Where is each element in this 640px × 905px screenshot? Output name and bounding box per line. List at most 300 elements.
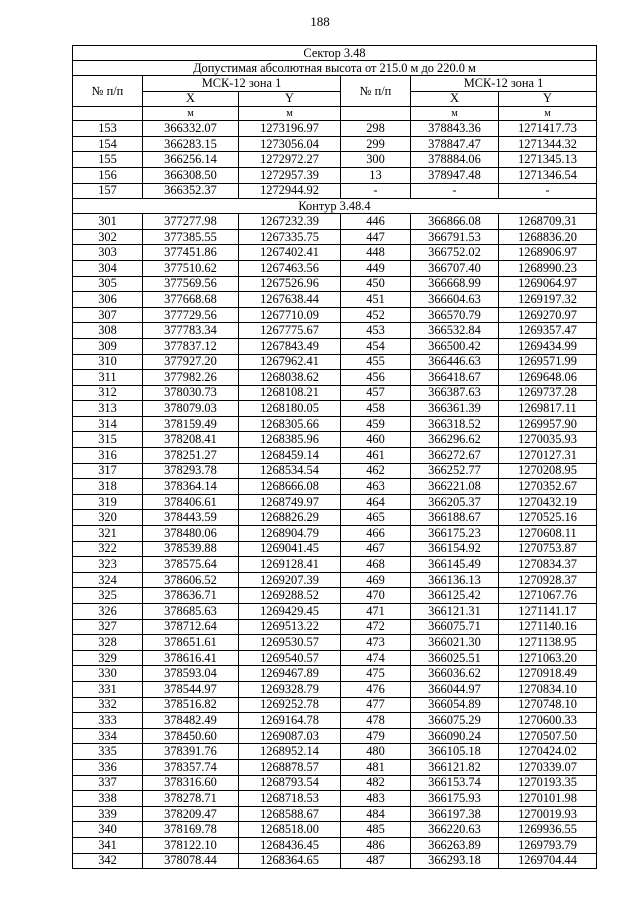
- table-cell: 310: [73, 354, 143, 370]
- table-cell: 157: [73, 183, 143, 199]
- table-cell: 335: [73, 744, 143, 760]
- table-cell: 465: [341, 510, 411, 526]
- header-num-right: № п/п: [341, 76, 411, 107]
- table-cell: 312: [73, 385, 143, 401]
- table-cell: 378651.61: [143, 635, 239, 651]
- table-cell: 334: [73, 728, 143, 744]
- header-system-left: МСК-12 зона 1: [143, 76, 341, 92]
- table-cell: 378159.49: [143, 416, 239, 432]
- table-cell: 321: [73, 526, 143, 542]
- table-cell: 457: [341, 385, 411, 401]
- header-y-right: Y: [499, 91, 597, 107]
- header-num-left: № п/п: [73, 76, 143, 107]
- table-cell: 1269957.90: [499, 416, 597, 432]
- table-cell: 1269207.39: [239, 572, 341, 588]
- table-cell: 469: [341, 572, 411, 588]
- table-cell: 1272957.39: [239, 167, 341, 183]
- table-cell: 1269467.89: [239, 666, 341, 682]
- unit-x-right: м: [411, 107, 499, 121]
- table-cell: 378947.48: [411, 167, 499, 183]
- table-cell: 482: [341, 775, 411, 791]
- table-cell: 1268364.65: [239, 853, 341, 869]
- table-cell: 1272944.92: [239, 183, 341, 199]
- table-cell: 377729.56: [143, 307, 239, 323]
- table-cell: 337: [73, 775, 143, 791]
- table-cell: 1269288.52: [239, 588, 341, 604]
- header-y-left: Y: [239, 91, 341, 107]
- table-cell: 455: [341, 354, 411, 370]
- table-cell: 378616.41: [143, 650, 239, 666]
- table-cell: 366283.15: [143, 136, 239, 152]
- table-cell: 378847.47: [411, 136, 499, 152]
- table-cell: 1270127.31: [499, 448, 597, 464]
- table-cell: 1270928.37: [499, 572, 597, 588]
- table-cell: 366604.63: [411, 292, 499, 308]
- table-row: [73, 775, 597, 791]
- table-cell: 366205.37: [411, 494, 499, 510]
- table-cell: 1268878.57: [239, 759, 341, 775]
- table-cell: 1268666.08: [239, 479, 341, 495]
- table-row: [73, 572, 597, 588]
- table-row: [73, 853, 597, 869]
- table-cell: 378391.76: [143, 744, 239, 760]
- table-cell: 378685.63: [143, 604, 239, 620]
- table-cell: 366090.24: [411, 728, 499, 744]
- table-cell: 366272.67: [411, 448, 499, 464]
- table-cell: 459: [341, 416, 411, 432]
- table-cell: 477: [341, 697, 411, 713]
- table-cell: 1268588.67: [239, 806, 341, 822]
- table-cell: 366175.23: [411, 526, 499, 542]
- table-cell: 299: [341, 136, 411, 152]
- contour-title: Контур 3.48.4: [73, 199, 597, 214]
- header-system-right: МСК-12 зона 1: [411, 76, 597, 92]
- table-row: [73, 526, 597, 542]
- table-cell: 458: [341, 401, 411, 417]
- header-x-right: X: [411, 91, 499, 107]
- table-row: [73, 245, 597, 261]
- table-cell: 305: [73, 276, 143, 292]
- table-cell: 316: [73, 448, 143, 464]
- table-cell: 1269041.45: [239, 541, 341, 557]
- table-cell: 378516.82: [143, 697, 239, 713]
- table-cell: 336: [73, 759, 143, 775]
- table-cell: 1271063.20: [499, 650, 597, 666]
- table-row: [73, 121, 597, 137]
- table-cell: 478: [341, 713, 411, 729]
- table-cell: 366668.99: [411, 276, 499, 292]
- table-cell: 366075.29: [411, 713, 499, 729]
- table-cell: 378593.04: [143, 666, 239, 682]
- table-cell: 314: [73, 416, 143, 432]
- table-cell: 1270352.67: [499, 479, 597, 495]
- table-row: [73, 370, 597, 386]
- table-cell: 1269540.57: [239, 650, 341, 666]
- table-cell: 320: [73, 510, 143, 526]
- table-cell: 1270748.10: [499, 697, 597, 713]
- table-cell: 378079.03: [143, 401, 239, 417]
- table-cell: 1271140.16: [499, 619, 597, 635]
- table-cell: 377569.56: [143, 276, 239, 292]
- table-cell: 1267526.96: [239, 276, 341, 292]
- table-cell: 341: [73, 837, 143, 853]
- table-cell: 1268906.97: [499, 245, 597, 261]
- table-row: [73, 385, 597, 401]
- table-cell: 460: [341, 432, 411, 448]
- table-row: [73, 604, 597, 620]
- table-cell: 366707.40: [411, 260, 499, 276]
- table-cell: 1270208.95: [499, 463, 597, 479]
- table-row: [73, 416, 597, 432]
- table-cell: 1269270.97: [499, 307, 597, 323]
- table-cell: 378278.71: [143, 791, 239, 807]
- table-row: [73, 697, 597, 713]
- table-cell: 1269704.44: [499, 853, 597, 869]
- table-cell: 378316.60: [143, 775, 239, 791]
- table-cell: 1269429.45: [239, 604, 341, 620]
- unit-y-left: м: [239, 107, 341, 121]
- table-cell: 1270753.87: [499, 541, 597, 557]
- table-cell: 332: [73, 697, 143, 713]
- table-cell: 1271345.13: [499, 152, 597, 168]
- table-row: [73, 338, 597, 354]
- table-cell: 366500.42: [411, 338, 499, 354]
- table-cell: 1270834.37: [499, 557, 597, 573]
- table-cell: 366387.63: [411, 385, 499, 401]
- table-cell: 1268952.14: [239, 744, 341, 760]
- table-cell: 1270424.02: [499, 744, 597, 760]
- table-cell: 366105.18: [411, 744, 499, 760]
- table-cell: 484: [341, 806, 411, 822]
- table-cell: 1273056.04: [239, 136, 341, 152]
- table-row: [73, 822, 597, 838]
- table-cell: 377982.26: [143, 370, 239, 386]
- table-cell: 378636.71: [143, 588, 239, 604]
- table-cell: 378482.49: [143, 713, 239, 729]
- table-cell: 472: [341, 619, 411, 635]
- table-cell: 325: [73, 588, 143, 604]
- height-range-title: Допустимая абсолютная высота от 215.0 м до 220.0 м: [73, 61, 597, 76]
- table-cell: 452: [341, 307, 411, 323]
- table-cell: 378884.06: [411, 152, 499, 168]
- table-cell: 475: [341, 666, 411, 682]
- table-row: [73, 354, 597, 370]
- unit-x-left: м: [143, 107, 239, 121]
- table-cell: 1267775.67: [239, 323, 341, 339]
- table-cell: 1267335.75: [239, 229, 341, 245]
- table-cell: 1267232.39: [239, 214, 341, 230]
- table-row: [73, 635, 597, 651]
- table-cell: 473: [341, 635, 411, 651]
- table-cell: 1268990.23: [499, 260, 597, 276]
- table-cell: 1269064.97: [499, 276, 597, 292]
- table-cell: 366054.89: [411, 697, 499, 713]
- table-cell: 366418.67: [411, 370, 499, 386]
- table-cell: 1270432.19: [499, 494, 597, 510]
- table-cell: 378169.78: [143, 822, 239, 838]
- table-cell: 1268534.54: [239, 463, 341, 479]
- table-cell: 1270193.35: [499, 775, 597, 791]
- table-cell: 1269571.99: [499, 354, 597, 370]
- table-row: [73, 713, 597, 729]
- table-cell: 378208.41: [143, 432, 239, 448]
- table-cell: 377510.62: [143, 260, 239, 276]
- table-cell: 1269530.57: [239, 635, 341, 651]
- sector-title: Сектор 3.48: [73, 46, 597, 61]
- table-cell: 1269128.41: [239, 557, 341, 573]
- table-cell: 446: [341, 214, 411, 230]
- table-cell: 1267843.49: [239, 338, 341, 354]
- table-cell: 454: [341, 338, 411, 354]
- table-cell: 1269648.06: [499, 370, 597, 386]
- table-cell: 461: [341, 448, 411, 464]
- table-cell: 1268180.05: [239, 401, 341, 417]
- table-cell: 366361.39: [411, 401, 499, 417]
- table-cell: 313: [73, 401, 143, 417]
- table-cell: 378293.78: [143, 463, 239, 479]
- table-cell: 479: [341, 728, 411, 744]
- table-cell: 366154.92: [411, 541, 499, 557]
- table-cell: 338: [73, 791, 143, 807]
- table-cell: 1268793.54: [239, 775, 341, 791]
- table-cell: 1268038.62: [239, 370, 341, 386]
- table-row: [73, 728, 597, 744]
- block1-body: [73, 121, 597, 199]
- table-cell: 378712.64: [143, 619, 239, 635]
- table-cell: 329: [73, 650, 143, 666]
- table-cell: 378406.61: [143, 494, 239, 510]
- table-cell: 1268436.45: [239, 837, 341, 853]
- table-cell: 331: [73, 681, 143, 697]
- table-cell: 1270507.50: [499, 728, 597, 744]
- table-cell: 1268385.96: [239, 432, 341, 448]
- table-cell: 154: [73, 136, 143, 152]
- table-cell: -: [499, 183, 597, 199]
- table-cell: 366263.89: [411, 837, 499, 853]
- table-cell: 13: [341, 167, 411, 183]
- table-cell: 378251.27: [143, 448, 239, 464]
- table-cell: 1268305.66: [239, 416, 341, 432]
- table-cell: 366021.30: [411, 635, 499, 651]
- table-cell: 1268459.14: [239, 448, 341, 464]
- table-row: [73, 463, 597, 479]
- table-cell: 1269252.78: [239, 697, 341, 713]
- table-cell: 462: [341, 463, 411, 479]
- table-row: [73, 214, 597, 230]
- table-cell: 366293.18: [411, 853, 499, 869]
- table-row: [73, 292, 597, 308]
- table-cell: 342: [73, 853, 143, 869]
- table-cell: 319: [73, 494, 143, 510]
- table-cell: 1268836.20: [499, 229, 597, 245]
- table-cell: 1269357.47: [499, 323, 597, 339]
- table-cell: 323: [73, 557, 143, 573]
- table-cell: 317: [73, 463, 143, 479]
- table-cell: 1269087.03: [239, 728, 341, 744]
- table-cell: 366197.38: [411, 806, 499, 822]
- table-cell: 451: [341, 292, 411, 308]
- table-cell: 378843.36: [411, 121, 499, 137]
- table-cell: 366308.50: [143, 167, 239, 183]
- table-row: [73, 448, 597, 464]
- table-cell: 1267463.56: [239, 260, 341, 276]
- table-row: [73, 588, 597, 604]
- table-row: [73, 510, 597, 526]
- table-row: [73, 759, 597, 775]
- table-cell: 449: [341, 260, 411, 276]
- table-cell: 366252.77: [411, 463, 499, 479]
- table-cell: 298: [341, 121, 411, 137]
- table-row: [73, 167, 597, 183]
- table-cell: 1270834.10: [499, 681, 597, 697]
- table-cell: 1268709.31: [499, 214, 597, 230]
- table-cell: 1271344.32: [499, 136, 597, 152]
- table-cell: 318: [73, 479, 143, 495]
- table-cell: 464: [341, 494, 411, 510]
- table-cell: -: [411, 183, 499, 199]
- table-cell: 366175.93: [411, 791, 499, 807]
- table-cell: 378122.10: [143, 837, 239, 853]
- table-cell: 306: [73, 292, 143, 308]
- table-cell: 1269793.79: [499, 837, 597, 853]
- table-row: [73, 806, 597, 822]
- table-cell: 1268904.79: [239, 526, 341, 542]
- table-cell: 300: [341, 152, 411, 168]
- table-row: [73, 323, 597, 339]
- table-cell: 366332.07: [143, 121, 239, 137]
- table-cell: 1269737.28: [499, 385, 597, 401]
- table-cell: 378357.74: [143, 759, 239, 775]
- table-cell: 378544.97: [143, 681, 239, 697]
- table-cell: 315: [73, 432, 143, 448]
- table-cell: 1270019.93: [499, 806, 597, 822]
- table-cell: 366036.62: [411, 666, 499, 682]
- table-cell: 378364.14: [143, 479, 239, 495]
- table-cell: 1269513.22: [239, 619, 341, 635]
- table-row: [73, 260, 597, 276]
- table-cell: 1268108.21: [239, 385, 341, 401]
- table-cell: 366075.71: [411, 619, 499, 635]
- table-cell: 330: [73, 666, 143, 682]
- table-cell: 378030.73: [143, 385, 239, 401]
- table-cell: 304: [73, 260, 143, 276]
- unit-y-right: м: [499, 107, 597, 121]
- table-cell: 467: [341, 541, 411, 557]
- table-cell: 366256.14: [143, 152, 239, 168]
- table-cell: 324: [73, 572, 143, 588]
- table-cell: 378078.44: [143, 853, 239, 869]
- table-cell: 480: [341, 744, 411, 760]
- table-cell: 1271067.76: [499, 588, 597, 604]
- table-cell: 474: [341, 650, 411, 666]
- table-cell: 471: [341, 604, 411, 620]
- table-row: [73, 744, 597, 760]
- table-cell: 377668.68: [143, 292, 239, 308]
- table-cell: 487: [341, 853, 411, 869]
- table-cell: 1270035.93: [499, 432, 597, 448]
- table-cell: 366866.08: [411, 214, 499, 230]
- table-cell: 366570.79: [411, 307, 499, 323]
- table-cell: 1273196.97: [239, 121, 341, 137]
- table-cell: 1267638.44: [239, 292, 341, 308]
- table-cell: 1271346.54: [499, 167, 597, 183]
- table-row: [73, 229, 597, 245]
- table-cell: 1270608.11: [499, 526, 597, 542]
- table-cell: 1268749.97: [239, 494, 341, 510]
- table-cell: 377783.34: [143, 323, 239, 339]
- table-cell: 1271141.17: [499, 604, 597, 620]
- table-cell: 155: [73, 152, 143, 168]
- table-cell: 468: [341, 557, 411, 573]
- table-cell: 327: [73, 619, 143, 635]
- table-cell: 366446.63: [411, 354, 499, 370]
- table-row: [73, 837, 597, 853]
- table-cell: 366025.51: [411, 650, 499, 666]
- table-cell: 1268826.29: [239, 510, 341, 526]
- table-cell: 366136.13: [411, 572, 499, 588]
- table-cell: 378606.52: [143, 572, 239, 588]
- table-cell: 1270600.33: [499, 713, 597, 729]
- table-cell: 377927.20: [143, 354, 239, 370]
- table-row: [73, 494, 597, 510]
- table-row: [73, 136, 597, 152]
- table-cell: 377277.98: [143, 214, 239, 230]
- table-cell: 1271138.95: [499, 635, 597, 651]
- table-cell: 481: [341, 759, 411, 775]
- table-cell: 377837.12: [143, 338, 239, 354]
- table-cell: 366145.49: [411, 557, 499, 573]
- table-row: [73, 619, 597, 635]
- table-cell: 486: [341, 837, 411, 853]
- table-cell: 378480.06: [143, 526, 239, 542]
- table-cell: 485: [341, 822, 411, 838]
- table-cell: 366221.08: [411, 479, 499, 495]
- table-cell: 366044.97: [411, 681, 499, 697]
- table-row: [73, 479, 597, 495]
- table-row: [73, 276, 597, 292]
- table-cell: 447: [341, 229, 411, 245]
- table-row: [73, 666, 597, 682]
- table-cell: 377451.86: [143, 245, 239, 261]
- table-cell: 1270101.98: [499, 791, 597, 807]
- table-cell: 1269164.78: [239, 713, 341, 729]
- table-cell: 483: [341, 791, 411, 807]
- table-row: [73, 307, 597, 323]
- table-cell: 366352.37: [143, 183, 239, 199]
- table-row: [73, 183, 597, 199]
- table-cell: 377385.55: [143, 229, 239, 245]
- page-number: 188: [310, 14, 330, 29]
- table-cell: 301: [73, 214, 143, 230]
- table-cell: 366296.62: [411, 432, 499, 448]
- table-cell: 1270525.16: [499, 510, 597, 526]
- table-cell: 366220.63: [411, 822, 499, 838]
- table-cell: 339: [73, 806, 143, 822]
- table-cell: 366791.53: [411, 229, 499, 245]
- table-cell: 366752.02: [411, 245, 499, 261]
- header-x-left: X: [143, 91, 239, 107]
- table-cell: 1267962.41: [239, 354, 341, 370]
- table-cell: 366121.31: [411, 604, 499, 620]
- table-cell: 378539.88: [143, 541, 239, 557]
- table-cell: 1269817.11: [499, 401, 597, 417]
- table-cell: 366318.52: [411, 416, 499, 432]
- table-cell: 1269434.99: [499, 338, 597, 354]
- table-cell: 366188.67: [411, 510, 499, 526]
- unit-cell-empty: [341, 107, 411, 121]
- unit-cell-empty: [73, 107, 143, 121]
- table-cell: 340: [73, 822, 143, 838]
